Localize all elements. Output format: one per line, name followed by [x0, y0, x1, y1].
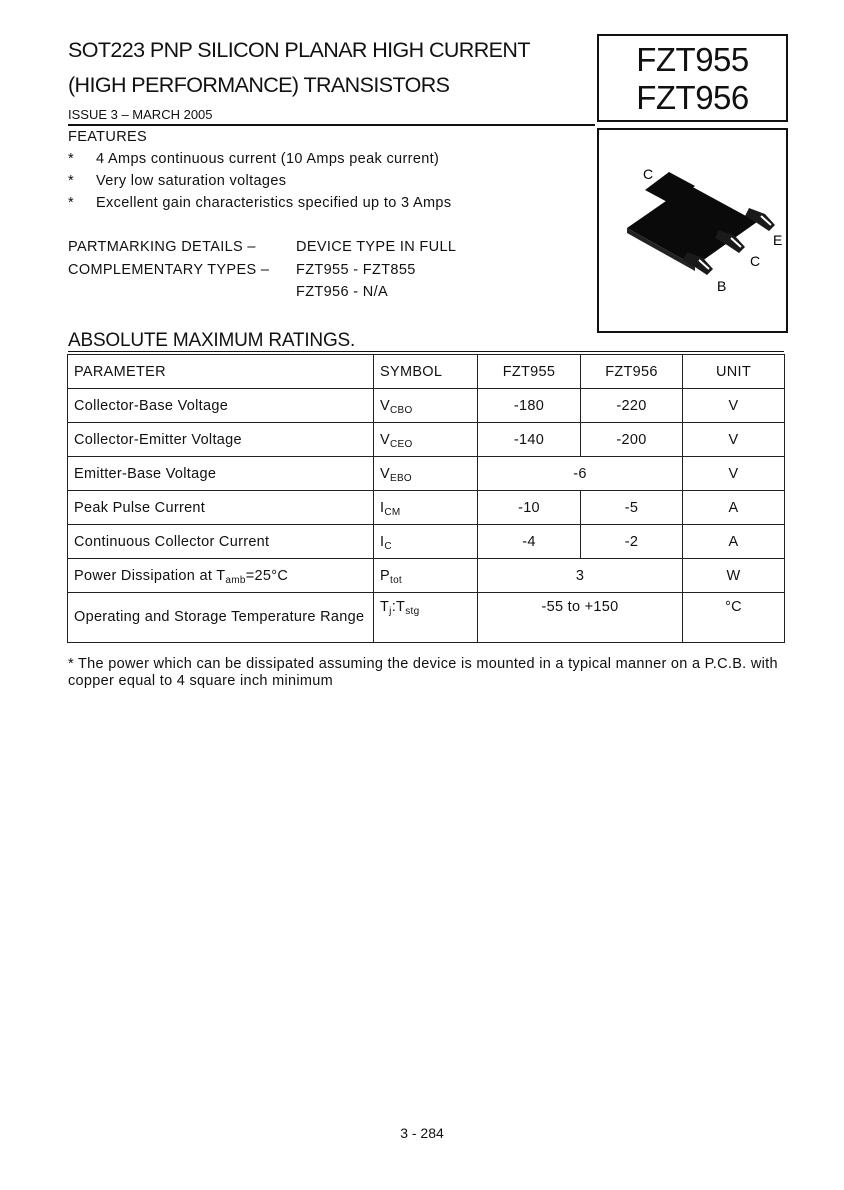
fzt955-value: -140 — [478, 423, 581, 457]
table-row — [68, 559, 785, 593]
complementary-value-2: FZT956 - N/A — [296, 284, 389, 300]
parameter-cell: Operating and Storage Temperature Range — [68, 593, 374, 643]
table-row — [68, 389, 785, 423]
part-number-box — [597, 34, 788, 122]
column-header: FZT956 — [581, 355, 683, 389]
fzt956-value: -200 — [581, 423, 683, 457]
parameter-cell: Power Dissipation at $T_{amb}=25^\circ C$ — [68, 559, 374, 593]
partmarking-label: PARTMARKING DETAILS – — [68, 239, 256, 255]
package-drawing-box — [597, 128, 788, 333]
table-header-row — [68, 355, 785, 389]
unit-cell: A — [683, 491, 785, 525]
feature-item-3: Excellent gain characteristics specified up to 3 Amps — [96, 195, 452, 211]
merged-value: -55 to +150 — [478, 593, 683, 643]
unit-cell: V — [683, 457, 785, 491]
table-row — [68, 457, 785, 491]
pin-label-c-top: C — [643, 166, 654, 182]
symbol-cell: $I_{CM}$ — [374, 491, 478, 525]
fzt956-value: -2 — [581, 525, 683, 559]
column-header: UNIT — [683, 355, 785, 389]
complementary-value-1: FZT955 - FZT855 — [296, 262, 416, 278]
unit-cell: V — [683, 389, 785, 423]
fzt955-value: -4 — [478, 525, 581, 559]
table-row — [68, 491, 785, 525]
complementary-label: COMPLEMENTARY TYPES – — [68, 262, 270, 278]
symbol-cell: $T_j:T_{stg}$ — [374, 593, 478, 643]
fzt956-value: -5 — [581, 491, 683, 525]
merged-value: 3 — [478, 559, 683, 593]
parameter-cell: Collector-Emitter Voltage — [68, 423, 374, 457]
parameter-cell: Emitter-Base Voltage — [68, 457, 374, 491]
parameter-cell: Collector-Base Voltage — [68, 389, 374, 423]
title-line-2: (HIGH PERFORMANCE) TRANSISTORS — [68, 73, 450, 97]
ratings-heading: ABSOLUTE MAXIMUM RATINGS. — [68, 330, 356, 351]
header-divider — [68, 124, 595, 126]
unit-cell: °C — [683, 593, 785, 643]
pin-label-c: C — [750, 253, 761, 269]
partmarking-value: DEVICE TYPE IN FULL — [296, 239, 457, 255]
parameter-cell: Peak Pulse Current — [68, 491, 374, 525]
symbol-cell: $V_{CEO}$ — [374, 423, 478, 457]
page-number: 3 - 284 — [400, 1125, 444, 1141]
pin-label-b: B — [717, 278, 727, 294]
table-row — [68, 525, 785, 559]
unit-cell: A — [683, 525, 785, 559]
symbol-cell: $P_{tot}$ — [374, 559, 478, 593]
issue-date: ISSUE 3 – MARCH 2005 — [68, 107, 213, 122]
sot223-package-illustration — [599, 130, 786, 331]
unit-cell: W — [683, 559, 785, 593]
absolute-maximum-ratings-table — [67, 354, 785, 643]
parameter-cell: Continuous Collector Current — [68, 525, 374, 559]
title-line-1: SOT223 PNP SILICON PLANAR HIGH CURRENT — [68, 38, 530, 62]
symbol-cell: $V_{CBO}$ — [374, 389, 478, 423]
footnote: * The power which can be dissipated assuming the device is mounted in a typical manner on a P.C.B. with copper equal to 4 square inch minimum — [68, 656, 778, 689]
unit-cell: V — [683, 423, 785, 457]
merged-value: -6 — [478, 457, 683, 491]
column-header: SYMBOL — [374, 355, 478, 389]
package-body — [627, 185, 757, 266]
bullet-2: * — [68, 173, 74, 189]
feature-item-1: 4 Amps continuous current (10 Amps peak current) — [96, 151, 440, 167]
symbol-cell: $I_C$ — [374, 525, 478, 559]
column-header: PARAMETER — [68, 355, 374, 389]
part-number-1: FZT955 — [636, 41, 749, 78]
part-number-2: FZT956 — [636, 79, 749, 116]
feature-item-2: Very low saturation voltages — [96, 173, 287, 189]
table-row — [68, 423, 785, 457]
fzt955-value: -10 — [478, 491, 581, 525]
pin-label-e: E — [773, 232, 783, 248]
bullet-1: * — [68, 151, 74, 167]
column-header: FZT955 — [478, 355, 581, 389]
ratings-heading-rule — [68, 351, 784, 352]
fzt955-value: -180 — [478, 389, 581, 423]
table-row — [68, 593, 785, 643]
fzt956-value: -220 — [581, 389, 683, 423]
features-heading: FEATURES — [68, 129, 148, 145]
bullet-3: * — [68, 195, 74, 211]
symbol-cell: $V_{EBO}$ — [374, 457, 478, 491]
